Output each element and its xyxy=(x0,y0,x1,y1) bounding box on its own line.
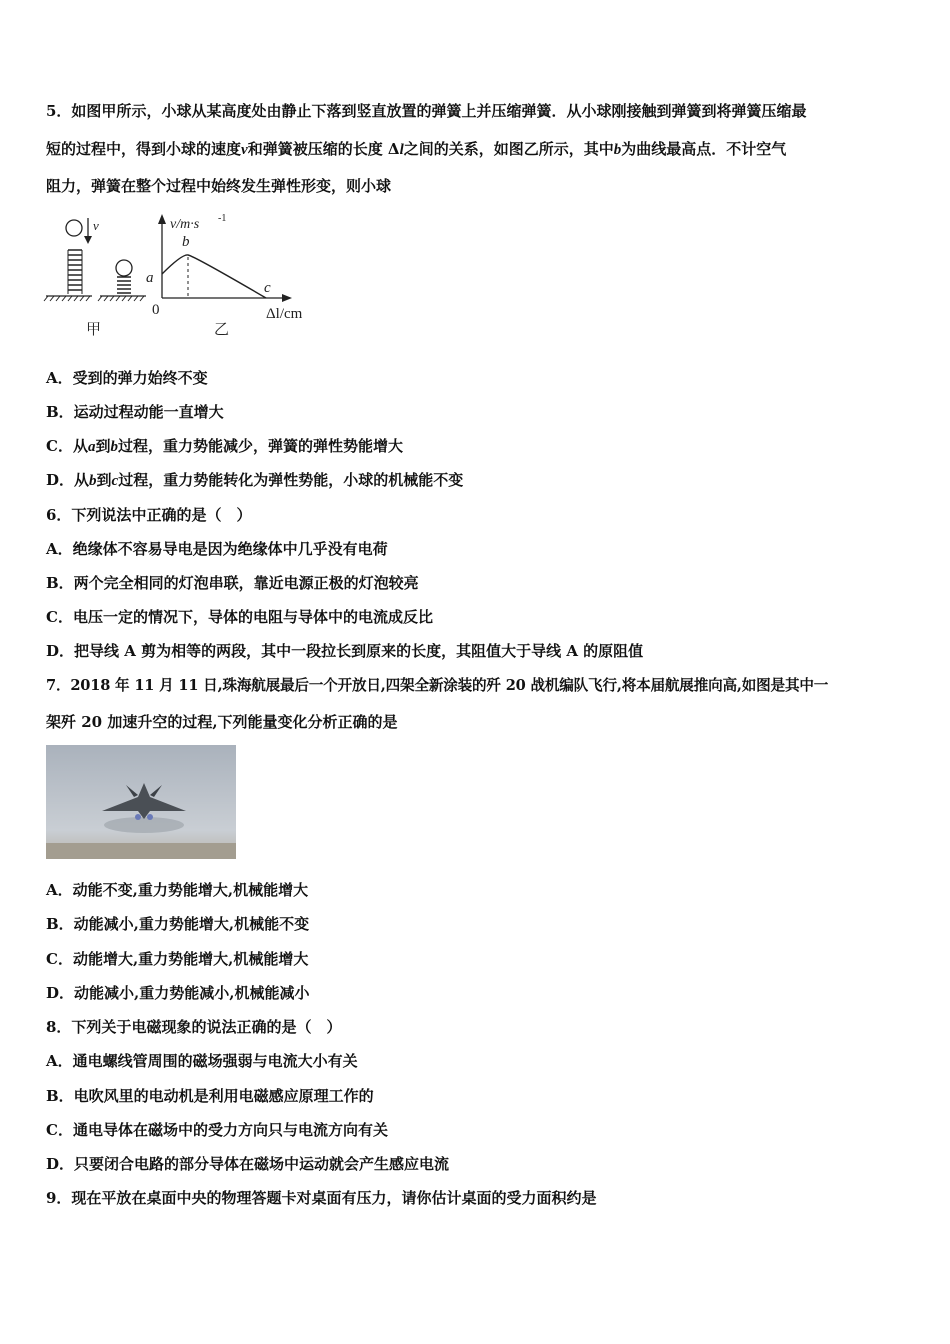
point-c-label: c xyxy=(264,280,271,296)
q5-stem-line2: 短的过程中，得到小球的速度v和弹簧被压缩的长度 Δl之间的关系，如图乙所示，其中b为曲线最高点．不计空气 xyxy=(46,140,787,158)
q5-stem-line3: 阻力，弹簧在整个过程中始终发生弹性形变，则小球 xyxy=(46,177,392,195)
q9-stem: 9．现在平放在桌面中央的物理答题卡对桌面有压力，请你估计桌面的受力面积约是 xyxy=(46,1189,597,1207)
q5-option-a: A．受到的弹力始终不变 xyxy=(46,369,208,387)
q5-option-c: C．从a到b过程，重力势能减少，弹簧的弹性势能增大 xyxy=(46,437,403,455)
point-b-label: b xyxy=(182,234,190,250)
x-axis-label: Δl/cm xyxy=(266,306,303,322)
q7-stem-line2: 架歼 20 加速升空的过程,下列能量变化分析正确的是 xyxy=(46,713,398,731)
q7-option-c: C．动能增大,重力势能增大,机械能增大 xyxy=(46,950,309,968)
q5-option-b: B．运动过程动能一直增大 xyxy=(46,403,224,421)
figure-label-yi: 乙 xyxy=(214,322,230,338)
velocity-curve xyxy=(162,255,266,298)
q8-stem: 8．下列关于电磁现象的说法正确的是（ ） xyxy=(46,1018,342,1036)
q8-option-a: A．通电螺线管周围的磁场强弱与电流大小有关 xyxy=(46,1052,358,1070)
q5-stem-line1: 5．如图甲所示，小球从某高度处由静止下落到竖直放置的弹簧上并压缩弹簧．从小球刚接触到弹簧到将弹簧压缩最 xyxy=(46,102,807,120)
q6-option-b: B．两个完全相同的灯泡串联，靠近电源正极的灯泡较亮 xyxy=(46,574,419,592)
v-arrow-label: v xyxy=(93,218,99,233)
q5-option-d: D．从b到c过程，重力势能转化为弹性势能，小球的机械能不变 xyxy=(46,471,464,489)
y-axis-label: v/m·s xyxy=(170,217,200,232)
point-a-label: a xyxy=(146,270,154,286)
figure-jia-ball-drop xyxy=(44,218,146,338)
q8-option-d: D．只要闭合电路的部分导体在磁场中运动就会产生感应电流 xyxy=(46,1155,450,1173)
figure-yi-graph xyxy=(146,213,303,338)
q6-stem: 6．下列说法中正确的是（ ） xyxy=(46,506,252,524)
q7-option-b: B．动能减小,重力势能增大,机械能不变 xyxy=(46,915,310,933)
fighter-jet-photo xyxy=(46,745,236,859)
q6-option-c: C．电压一定的情况下，导体的电阻与导体中的电流成反比 xyxy=(46,608,433,626)
q5-figure xyxy=(42,210,332,340)
q7-option-a: A．动能不变,重力势能增大,机械能增大 xyxy=(46,881,309,899)
origin-label: 0 xyxy=(152,302,160,318)
q6-option-d: D．把导线 A 剪为相等的两段，其中一段拉长到原来的长度，其阻值大于导线 A 的原阻值 xyxy=(46,642,644,660)
q7-option-d: D．动能减小,重力势能减小,机械能减小 xyxy=(46,984,310,1002)
q6-option-a: A．绝缘体不容易导电是因为绝缘体中几乎没有电荷 xyxy=(46,540,388,558)
q8-option-c: C．通电导体在磁场中的受力方向只与电流方向有关 xyxy=(46,1121,388,1139)
y-axis-exponent: -1 xyxy=(218,213,227,224)
q8-option-b: B．电吹风里的电动机是利用电磁感应原理工作的 xyxy=(46,1087,374,1105)
figure-label-jia: 甲 xyxy=(86,322,102,338)
q7-stem-line1: 7．2018 年 11 月 11 日,珠海航展最后一个开放日,四架全新涂装的歼 20 战机编队飞行,将本届航展推向高,如图是其中一 xyxy=(46,677,829,694)
